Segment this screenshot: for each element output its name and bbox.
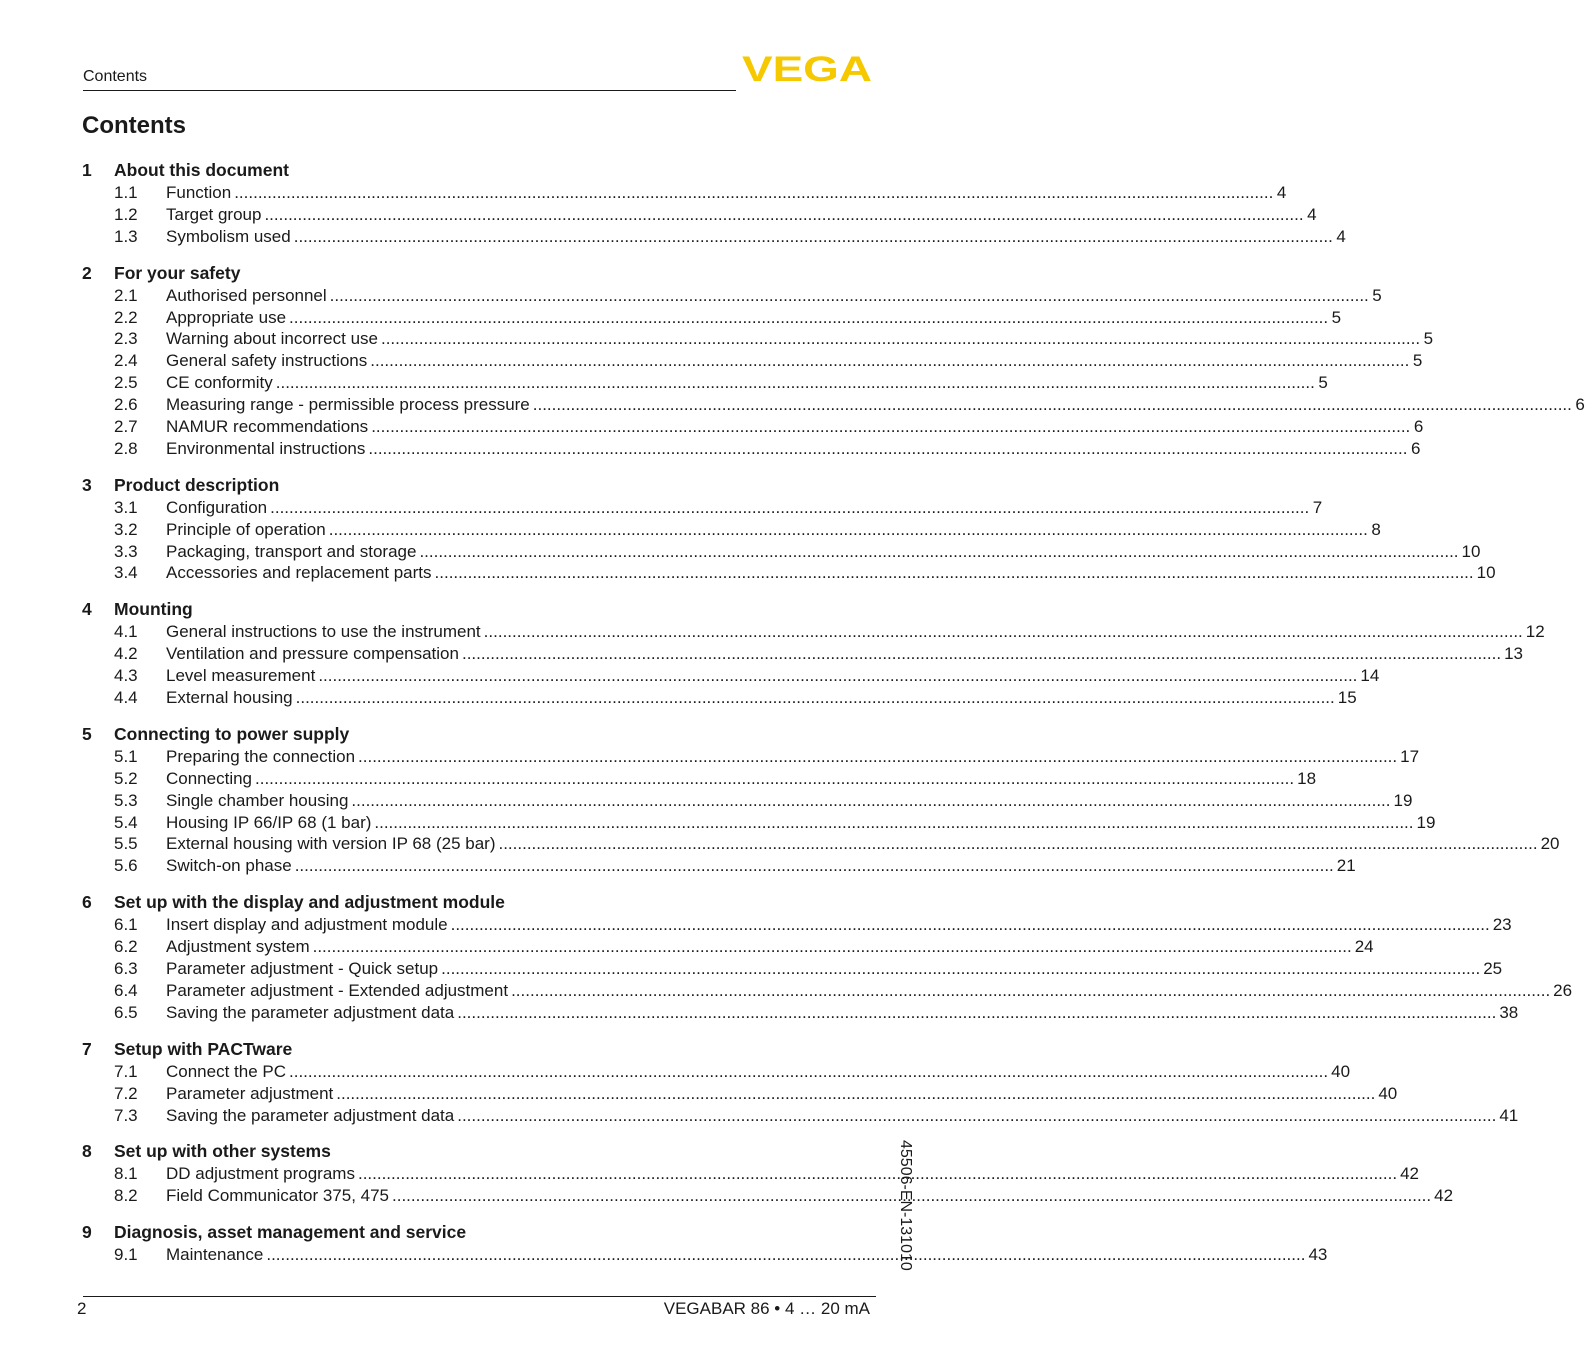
- toc-entry[interactable]: [82, 1185, 1454, 1207]
- vega-logo: [742, 50, 874, 89]
- toc-chapter-title: Diagnosis, asset management and service: [114, 1222, 467, 1243]
- toc-dot-leader: ............................................................................................................................................................................................................................: [255, 768, 1295, 788]
- toc-entry-title: NAMUR recommendations: [166, 417, 369, 437]
- toc-entry-title: General safety instructions: [166, 351, 368, 371]
- toc-entry[interactable]: [82, 562, 1496, 584]
- svg-text:VEGA: VEGA: [742, 50, 872, 89]
- toc-dot-leader: ............................................................................................................................................................................................................................: [318, 666, 1358, 686]
- toc-entry-title: Preparing the connection: [166, 746, 356, 766]
- document-code: 45506-EN-131010: [897, 1140, 914, 1271]
- toc-dot-leader: ............................................................................................................................................................................................................................: [358, 746, 1398, 766]
- toc-entry-page: 18: [1297, 768, 1317, 788]
- toc-dot-leader: ............................................................................................................................................................................................................................: [289, 1061, 1329, 1081]
- toc-dot-leader: ............................................................................................................................................................................................................................: [457, 1002, 1497, 1022]
- toc-chapter-title: About this document: [114, 160, 289, 180]
- toc-entry-title: Authorised personnel: [166, 285, 327, 305]
- toc-chapter: [82, 473, 1496, 585]
- toc-entry[interactable]: [82, 394, 1585, 416]
- toc-dot-leader: ............................................................................................................................................................................................................................: [434, 563, 1474, 583]
- toc-entry[interactable]: [82, 621, 1545, 643]
- toc-entry-page: 19: [1416, 812, 1436, 832]
- toc-dot-leader: ............................................................................................................................................................................................................................: [270, 497, 1310, 517]
- toc-dot-leader: ............................................................................................................................................................................................................................: [328, 519, 1368, 539]
- toc-entry[interactable]: [82, 226, 1346, 248]
- toc-entry-number: 1.1: [114, 183, 138, 202]
- toc-dot-leader: ............................................................................................................................................................................................................................: [419, 541, 1459, 561]
- toc-entry-page: 5: [1372, 285, 1382, 305]
- toc-chapter: [82, 158, 1346, 248]
- toc-chapter-heading[interactable]: [82, 1139, 876, 1163]
- page-title: Contents: [82, 112, 186, 139]
- toc-entry-page: 38: [1499, 1002, 1519, 1022]
- toc-entry-title: Connecting: [166, 768, 253, 788]
- toc-entry-title: Housing IP 66/IP 68 (1 bar): [166, 812, 372, 832]
- toc-chapter-heading[interactable]: [82, 158, 876, 182]
- toc-entry-page: 10: [1476, 563, 1496, 583]
- toc-chapter-heading[interactable]: [82, 722, 876, 746]
- toc-entry-page: 17: [1400, 746, 1420, 766]
- toc-entry-page: 26: [1553, 980, 1573, 1000]
- toc-dot-leader: ............................................................................................................................................................................................................................: [511, 980, 1551, 1000]
- toc-entry-number: 4.2: [114, 644, 138, 664]
- toc-entry-title: Switch-on phase: [166, 856, 292, 876]
- toc-entry-title: Measuring range - permissible process pressure: [166, 395, 530, 415]
- toc-chapter-number: 8: [82, 1141, 92, 1162]
- toc-entry[interactable]: [82, 519, 1381, 541]
- toc-entry-number: 8.1: [114, 1164, 138, 1184]
- toc-entry-page: 13: [1504, 644, 1523, 664]
- toc-entry-number: 9.1: [114, 1245, 138, 1265]
- toc-entry[interactable]: [82, 768, 1317, 790]
- toc-entry-title: Parameter adjustment - Extended adjustment: [166, 980, 509, 1000]
- toc-entry-title: General instructions to use the instrument: [166, 622, 481, 642]
- toc-entry-number: 5.6: [114, 856, 138, 876]
- toc-entry-page: 23: [1492, 915, 1512, 935]
- toc-entry-page: 14: [1360, 666, 1380, 686]
- toc-entry[interactable]: [82, 980, 1573, 1002]
- toc-entry[interactable]: [82, 307, 1342, 329]
- toc-chapter: [82, 261, 1585, 460]
- toc-entry-number: 2.5: [114, 373, 138, 393]
- toc-chapter: [82, 597, 1545, 709]
- toc-entry-number: 4.3: [114, 666, 138, 686]
- toc-dot-leader: ............................................................................................................................................................................................................................: [371, 417, 1411, 437]
- toc-dot-leader: ............................................................................................................................................................................................................................: [275, 373, 1315, 393]
- toc-entry-number: 7.2: [114, 1083, 138, 1103]
- toc-entry-number: 6.5: [114, 1002, 138, 1022]
- toc-dot-leader: ............................................................................................................................................................................................................................: [370, 351, 1410, 371]
- toc-chapter-heading[interactable]: [82, 1037, 876, 1061]
- toc-entry[interactable]: [82, 328, 1434, 350]
- toc-entry-title: Insert display and adjustment module: [166, 915, 448, 935]
- toc-dot-leader: ............................................................................................................................................................................................................................: [312, 937, 1352, 957]
- toc-entry[interactable]: [82, 372, 1328, 394]
- toc-entry-number: 6.2: [114, 937, 138, 957]
- toc-entry-page: 4: [1276, 183, 1287, 202]
- toc-entry-page: 42: [1400, 1164, 1419, 1184]
- toc-entry-number: 5.5: [114, 834, 138, 854]
- header-rule: [83, 90, 736, 91]
- toc-chapter-number: 3: [82, 474, 92, 495]
- toc-entry-page: 40: [1331, 1061, 1351, 1081]
- toc-chapter: [82, 722, 1560, 877]
- toc-entry[interactable]: [82, 746, 1420, 768]
- toc-entry-page: 5: [1412, 351, 1423, 371]
- toc-dot-leader: ............................................................................................................................................................................................................................: [264, 204, 1304, 224]
- toc-chapter-title: For your safety: [114, 262, 241, 283]
- toc-entry[interactable]: [82, 1083, 1398, 1105]
- toc-dot-leader: ............................................................................................................................................................................................................................: [483, 622, 1523, 642]
- toc-chapter: [82, 1037, 1519, 1127]
- toc-entry-number: 2.7: [114, 417, 138, 437]
- toc-entry-number: 5.2: [114, 768, 138, 788]
- toc-entry[interactable]: [82, 204, 1317, 226]
- toc-dot-leader: ............................................................................................................................................................................................................................: [293, 226, 1333, 246]
- toc-dot-leader: ............................................................................................................................................................................................................................: [532, 395, 1572, 415]
- toc-entry-title: Parameter adjustment - Quick setup: [166, 959, 439, 979]
- toc-entry[interactable]: [82, 914, 1512, 936]
- toc-entry[interactable]: [82, 541, 1481, 563]
- toc-entry[interactable]: [82, 936, 1374, 958]
- toc-entry[interactable]: [82, 665, 1380, 687]
- toc-entry-page: 6: [1413, 417, 1424, 437]
- toc-chapter-heading[interactable]: [82, 261, 876, 285]
- toc-entry-title: Saving the parameter adjustment data: [166, 1105, 455, 1125]
- toc-entry-number: 2.4: [114, 351, 138, 371]
- toc-dot-leader: ............................................................................................................................................................................................................................: [457, 1105, 1497, 1125]
- toc-entry-page: 42: [1434, 1186, 1454, 1206]
- toc-chapter-number: 4: [82, 599, 92, 620]
- running-header: Contents: [83, 68, 148, 85]
- toc-entry-page: 5: [1331, 307, 1342, 327]
- toc-chapter-number: 2: [82, 262, 92, 283]
- toc-chapter-number: 5: [82, 723, 92, 744]
- toc-chapter-title: Setup with PACTware: [114, 1038, 293, 1059]
- toc-entry-title: Connect the PC: [166, 1061, 287, 1081]
- toc-dot-leader: ............................................................................................................................................................................................................................: [234, 183, 1274, 202]
- toc-entry-number: 2.8: [114, 438, 138, 458]
- toc-entry[interactable]: [82, 416, 1424, 438]
- toc-entry-number: 1.2: [114, 204, 138, 224]
- toc-dot-leader: ............................................................................................................................................................................................................................: [461, 644, 1502, 664]
- toc-entry[interactable]: [82, 1002, 1519, 1024]
- toc-entry-page: 10: [1461, 541, 1481, 561]
- toc-entry-number: 5.4: [114, 812, 138, 832]
- toc-entry-number: 8.2: [114, 1186, 138, 1206]
- toc-entry-title: Packaging, transport and storage: [166, 541, 417, 561]
- toc-entry-title: Symbolism used: [166, 226, 291, 246]
- toc-entry[interactable]: [82, 438, 1421, 460]
- toc-entry-page: 41: [1499, 1105, 1519, 1125]
- toc-dot-leader: ............................................................................................................................................................................................................................: [392, 1186, 1432, 1206]
- toc-entry-title: Field Communicator 375, 475: [166, 1186, 390, 1206]
- toc-entry[interactable]: [82, 1105, 1519, 1127]
- toc-chapter-number: 9: [82, 1222, 92, 1243]
- toc-entry[interactable]: [82, 1061, 1351, 1083]
- toc-entry-title: External housing with version IP 68 (25 bar): [166, 834, 496, 854]
- footer-product-name: VEGABAR 86 • 4 … 20 mA: [663, 1299, 870, 1318]
- toc-chapter: [82, 1220, 1328, 1266]
- toc-dot-leader: ............................................................................................................................................................................................................................: [294, 856, 1334, 876]
- toc-entry[interactable]: [82, 812, 1436, 834]
- toc-entry-number: 6.1: [114, 915, 138, 935]
- toc-chapter-number: 1: [82, 160, 92, 180]
- toc-entry-title: Adjustment system: [166, 937, 310, 957]
- toc-chapter-heading[interactable]: [82, 890, 876, 914]
- toc-entry-title: Principle of operation: [166, 519, 326, 539]
- toc-entry-page: 20: [1540, 834, 1560, 854]
- toc-entry-title: Function: [166, 183, 232, 202]
- toc-entry[interactable]: [82, 643, 1523, 665]
- toc-entry-number: 6.3: [114, 959, 138, 979]
- toc-entry-number: 4.4: [114, 688, 138, 708]
- toc-entry-number: 5.3: [114, 790, 138, 810]
- toc-entry[interactable]: [82, 497, 1323, 519]
- toc-entry-page: 24: [1354, 937, 1374, 957]
- toc-chapter-title: Set up with other systems: [114, 1141, 331, 1162]
- toc-entry-page: 21: [1336, 856, 1356, 876]
- toc-dot-leader: ............................................................................................................................................................................................................................: [336, 1083, 1376, 1103]
- toc-dot-leader: ............................................................................................................................................................................................................................: [357, 1164, 1398, 1184]
- toc-chapter: [82, 890, 1573, 1023]
- toc-entry-page: 12: [1525, 622, 1545, 642]
- toc-chapter-heading[interactable]: [82, 597, 876, 621]
- toc-entry-title: Target group: [166, 204, 262, 224]
- toc-entry-page: 8: [1371, 519, 1381, 539]
- toc-entry-page: 25: [1483, 959, 1503, 979]
- toc-dot-leader: ............................................................................................................................................................................................................................: [380, 329, 1421, 349]
- toc-entry-title: External housing: [166, 688, 293, 708]
- toc-entry-page: 6: [1411, 438, 1421, 458]
- toc-entry[interactable]: [82, 1244, 1328, 1266]
- toc-entry[interactable]: [82, 790, 1413, 812]
- toc-entry[interactable]: [82, 687, 1357, 709]
- toc-entry-number: 2.1: [114, 285, 138, 305]
- toc-entry-number: 3.1: [114, 497, 138, 517]
- toc-entry[interactable]: [82, 958, 1503, 980]
- footer-page-number: 2: [77, 1299, 87, 1318]
- toc-entry-page: 43: [1308, 1245, 1328, 1265]
- toc-entry-title: Single chamber housing: [166, 790, 349, 810]
- toc-dot-leader: ............................................................................................................................................................................................................................: [374, 812, 1414, 832]
- toc-entry-number: 6.4: [114, 980, 138, 1000]
- toc-entry-page: 15: [1337, 688, 1357, 708]
- toc-entry-page: 4: [1336, 226, 1346, 246]
- toc-chapter-number: 6: [82, 892, 92, 913]
- toc-entry-number: 1.3: [114, 226, 138, 246]
- toc-dot-leader: ............................................................................................................................................................................................................................: [368, 438, 1408, 458]
- toc-entry[interactable]: [82, 350, 1423, 372]
- toc-entry-number: 3.2: [114, 519, 138, 539]
- footer-rule: [83, 1296, 876, 1297]
- toc-entry-number: 7.3: [114, 1105, 138, 1125]
- toc-entry-page: 7: [1312, 497, 1323, 517]
- toc-entry-title: Level measurement: [166, 666, 316, 686]
- toc-entry-page: 40: [1378, 1083, 1398, 1103]
- toc-dot-leader: ............................................................................................................................................................................................................................: [266, 1245, 1306, 1265]
- toc-entry-page: 19: [1393, 790, 1413, 810]
- toc-entry[interactable]: [82, 833, 1560, 855]
- toc-dot-leader: ............................................................................................................................................................................................................................: [295, 688, 1335, 708]
- toc-dot-leader: ............................................................................................................................................................................................................................: [498, 834, 1538, 854]
- toc-entry-number: 2.6: [114, 395, 138, 415]
- toc-chapter-title: Mounting: [114, 599, 193, 620]
- toc-entry-page: 6: [1575, 395, 1585, 415]
- toc-chapter-heading[interactable]: [82, 1220, 876, 1244]
- toc-dot-leader: ............................................................................................................................................................................................................................: [329, 285, 1369, 305]
- toc-entry-title: Saving the parameter adjustment data: [166, 1002, 455, 1022]
- toc-chapter-title: Connecting to power supply: [114, 723, 350, 744]
- toc-entry-number: 2.2: [114, 307, 138, 327]
- toc-entry-page: 5: [1423, 329, 1434, 349]
- toc-dot-leader: ............................................................................................................................................................................................................................: [351, 790, 1391, 810]
- toc-entry-number: 2.3: [114, 329, 138, 349]
- toc-entry-number: 3.3: [114, 541, 138, 561]
- toc-chapter-title: Set up with the display and adjustment module: [114, 892, 505, 913]
- toc-entry-number: 3.4: [114, 563, 138, 583]
- toc-entry-title: DD adjustment programs: [166, 1164, 355, 1184]
- toc-entry-page: 5: [1318, 373, 1328, 393]
- toc-entry-title: Environmental instructions: [166, 438, 366, 458]
- toc-entry[interactable]: [82, 855, 1356, 877]
- toc-chapter-title: Product description: [114, 474, 280, 495]
- toc-chapter-number: 7: [82, 1038, 92, 1059]
- toc-entry[interactable]: [82, 285, 1382, 307]
- toc-entry-title: Warning about incorrect use: [166, 329, 378, 349]
- toc-entry-title: CE conformity: [166, 373, 273, 393]
- toc-entry-title: Parameter adjustment: [166, 1083, 334, 1103]
- toc-dot-leader: ............................................................................................................................................................................................................................: [289, 307, 1329, 327]
- toc-dot-leader: ............................................................................................................................................................................................................................: [450, 915, 1490, 935]
- toc-entry-page: 4: [1307, 204, 1317, 224]
- toc-chapter-heading[interactable]: [82, 473, 876, 497]
- toc-entry[interactable]: [82, 1163, 1419, 1185]
- toc-entry-number: 7.1: [114, 1061, 138, 1081]
- toc-entry[interactable]: [82, 182, 1287, 204]
- toc-entry-number: 4.1: [114, 622, 138, 642]
- toc-entry-title: Appropriate use: [166, 307, 287, 327]
- toc-entry-title: Configuration: [166, 497, 268, 517]
- toc-entry-title: Ventilation and pressure compensation: [166, 644, 459, 664]
- toc-dot-leader: ............................................................................................................................................................................................................................: [441, 959, 1481, 979]
- toc-entry-title: Maintenance: [166, 1245, 264, 1265]
- toc-entry-title: Accessories and replacement parts: [166, 563, 432, 583]
- toc-entry-number: 5.1: [114, 746, 138, 766]
